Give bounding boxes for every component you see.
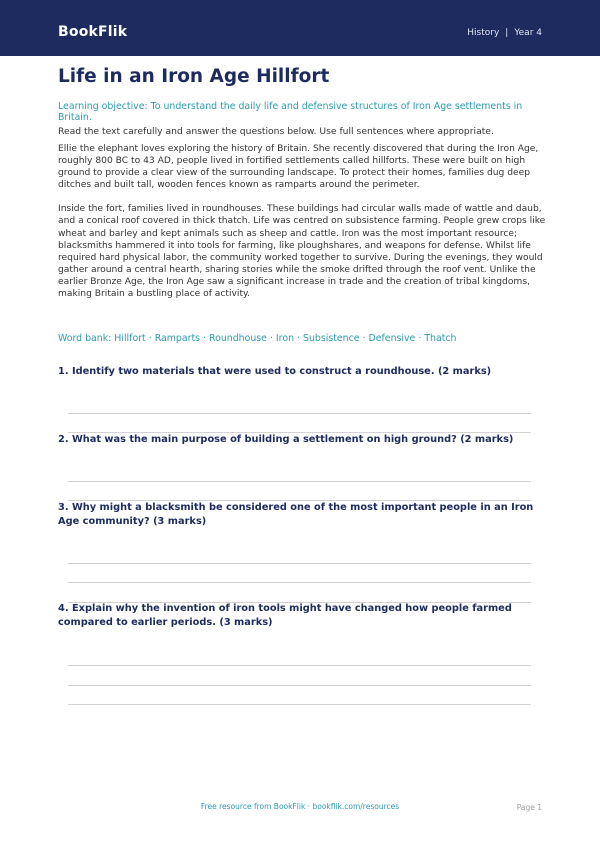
word-bank-word: Defensive <box>368 333 416 344</box>
answer-line[interactable] <box>68 481 531 482</box>
instructions: Read the text carefully and answer the questions below. Use full sentences where appropriate. <box>58 126 494 137</box>
learning-objective: Learning objective: To understand the daily life and defensive structures of Iron Age settlements in Britain. <box>58 101 523 123</box>
answer-line[interactable] <box>68 413 531 414</box>
year-label: Year 4 <box>514 28 542 38</box>
word-bank-word: Ramparts <box>154 333 201 344</box>
word-bank-word: Roundhouse <box>209 333 267 344</box>
page-number: Page 1 <box>516 803 542 812</box>
page-title: Life in an Iron Age Hillfort <box>58 66 330 87</box>
meta-separator: | <box>505 28 509 38</box>
header-bar <box>0 0 600 56</box>
word-bank <box>58 333 558 344</box>
subject-label: History <box>467 28 500 38</box>
answer-line[interactable] <box>68 665 531 666</box>
word-bank-word: Hillfort <box>114 333 146 344</box>
word-bank-separator: · <box>297 333 300 344</box>
passage-paragraph: Inside the fort, families lived in roundhouses. These buildings had circular walls made of wattle and daub, and a conical roof covered in thick thatch. Life was centred on subsistence farming. People grew crops like wheat and barley and kept animals such as sheep and cattle. Iron was the most important resource; blacksmiths hammered it into tools for farming, like ploughshares, and weapons for defense. Whilst life required hard physical labor, the community worked together to survive. During the evenings, they would gather around a central hearth, sharing stories while the smoke drifted through the roof vent. Unlike the earlier Bronze Age, the Iron Age saw a significant increase in trade and the creation of tribal kingdoms, making Britain a bustling place of activity. <box>58 204 546 300</box>
footer-credit[interactable]: Free resource from BookFlik · bookflik.com/resources <box>200 802 400 811</box>
answer-line[interactable] <box>68 582 531 583</box>
word-bank-separator: · <box>362 333 366 344</box>
question-2: 2. What was the main purpose of building a settlement on high ground? (2 marks) <box>58 434 514 445</box>
answer-line[interactable] <box>68 563 531 564</box>
word-bank-separator: · <box>203 333 206 344</box>
word-bank-word: Subsistence <box>303 333 360 344</box>
word-bank-separator: · <box>148 333 152 344</box>
word-bank-separator: · <box>269 333 273 344</box>
answer-line[interactable] <box>68 685 531 686</box>
header-meta <box>467 28 542 38</box>
word-bank-label: Word bank: <box>58 333 112 344</box>
question-4: 4. Explain why the invention of iron tools might have changed how people farmed compared to earlier periods. (3 marks) <box>58 603 512 628</box>
answer-line[interactable] <box>68 704 531 705</box>
reading-passage <box>58 143 548 312</box>
word-bank-word: Iron <box>275 333 295 344</box>
brand-logo[interactable]: BookFlik <box>58 24 128 40</box>
word-bank-separator: · <box>418 333 422 344</box>
question-3: 3. Why might a blacksmith be considered one of the most important people in an Iron Age community? (3 marks) <box>58 502 534 527</box>
passage-paragraph: Ellie the elephant loves exploring the history of Britain. She recently discovered that during the Iron Age, roughly 800 BC to 43 AD, people lived in fortified settlements called hillforts. These were built on high ground to provide a clear view of the surrounding landscape. To protect their homes, families dug deep ditches and built tall, wooden fences known as ramparts around the perimeter. <box>58 144 539 191</box>
question-1: 1. Identify two materials that were used to construct a roundhouse. (2 marks) <box>58 366 492 377</box>
word-bank-word: Thatch <box>424 333 457 344</box>
